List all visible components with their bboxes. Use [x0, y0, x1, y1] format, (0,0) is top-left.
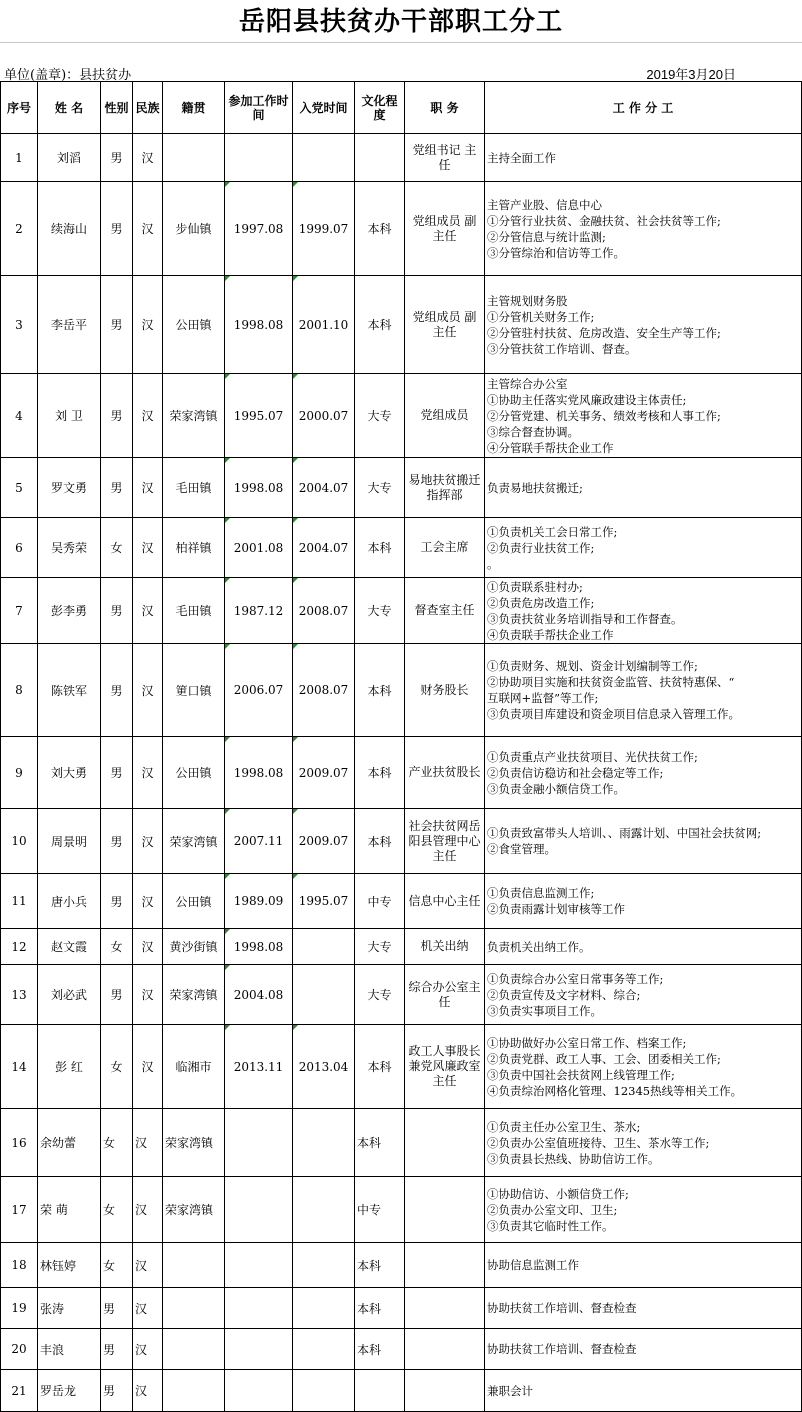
cell-party: 2004.07 — [293, 518, 355, 578]
cell-education: 大专 — [355, 374, 405, 458]
cell-gender: 女 — [101, 1025, 133, 1109]
cell-origin: 步仙镇 — [163, 182, 225, 276]
cell-gender: 女 — [101, 1109, 133, 1177]
duty-line: ③负责扶贫业务培训指导和工作督查。 — [487, 611, 683, 626]
cell-no: 3 — [1, 276, 38, 374]
cell-name: 刘大勇 — [38, 737, 101, 809]
duty-line: ③负责实事项目工作。 — [487, 1003, 602, 1018]
cell-duties — [485, 874, 802, 929]
table-row — [1, 1243, 802, 1288]
cell-name: 林钰婷 — [38, 1243, 101, 1288]
cell-duties — [485, 1370, 802, 1412]
cell-name: 彭李勇 — [38, 578, 101, 644]
cell-origin — [163, 1329, 225, 1370]
cell-position: 工会主席 — [405, 518, 485, 578]
table-row — [1, 874, 802, 929]
cell-duties — [485, 1025, 802, 1109]
cell-duties — [485, 458, 802, 518]
cell-work-start — [225, 1370, 293, 1412]
cell-party: 1995.07 — [293, 874, 355, 929]
cell-position: 信息中心主任 — [405, 874, 485, 929]
cell-origin: 荣家湾镇 — [163, 965, 225, 1025]
cell-origin — [163, 1288, 225, 1329]
cell-education: 本科 — [355, 1109, 405, 1177]
duty-line: ①负责信息监测工作; — [487, 886, 595, 900]
cell-party — [293, 1370, 355, 1412]
cell-duties — [485, 1329, 802, 1370]
cell-work-start: 1997.08 — [225, 182, 293, 276]
header-duties: 工 作 分 工 — [485, 82, 802, 134]
cell-origin — [163, 1243, 225, 1288]
duty-line: ②协助项目实施和扶贫资金监管、扶贫特惠保、“ — [487, 675, 735, 689]
duty-line: 负责易地扶贫搬迁; — [487, 480, 583, 495]
duty-line: ④分管联手帮扶企业工作 — [487, 440, 614, 455]
cell-education: 大专 — [355, 929, 405, 965]
cell-origin: 毛田镇 — [163, 458, 225, 518]
cell-origin: 公田镇 — [163, 737, 225, 809]
cell-gender: 女 — [101, 518, 133, 578]
duty-line: 主持全面工作 — [487, 150, 556, 165]
cell-party — [293, 1329, 355, 1370]
table-row — [1, 374, 802, 458]
cell-duties — [485, 809, 802, 874]
header-education: 文化程度 — [355, 82, 405, 134]
cell-education: 大专 — [355, 965, 405, 1025]
cell-work-start: 2013.11 — [225, 1025, 293, 1109]
duty-line: 。 — [487, 556, 499, 571]
duty-line: ①负责主任办公室卫生、茶水; — [487, 1119, 641, 1134]
cell-name: 吴秀荣 — [38, 518, 101, 578]
cell-duties — [485, 929, 802, 965]
cell-ethnicity: 汉 — [133, 1288, 163, 1329]
header-position: 职 务 — [405, 82, 485, 134]
duty-line: ①协助信访、小额信贷工作; — [487, 1186, 629, 1201]
cell-origin — [163, 1370, 225, 1412]
cell-work-start — [225, 1109, 293, 1177]
duty-line: ①负责重点产业扶贫项目、光伏扶贫工作; — [487, 749, 698, 764]
cell-position: 机关出纳 — [405, 929, 485, 965]
cell-name: 余幼蕾 — [38, 1109, 101, 1177]
cell-no: 10 — [1, 809, 38, 874]
duty-line: ①协助做好办公室日常工作、档案工作; — [487, 1035, 687, 1050]
table-row — [1, 644, 802, 737]
duty-line: ②分管信息与统计监测; — [487, 229, 606, 244]
cell-name: 赵文霞 — [38, 929, 101, 965]
cell-party — [293, 1243, 355, 1288]
cell-no: 14 — [1, 1025, 38, 1109]
cell-party: 2009.07 — [293, 809, 355, 874]
header-work-start: 参加工作时间 — [225, 82, 293, 134]
cell-party — [293, 1288, 355, 1329]
cell-work-start: 1995.07 — [225, 374, 293, 458]
cell-gender: 男 — [101, 134, 133, 182]
duty-line: 协助信息监测工作 — [487, 1258, 579, 1272]
cell-ethnicity: 汉 — [133, 134, 163, 182]
cell-ethnicity: 汉 — [133, 374, 163, 458]
duty-line: ①分管行业扶贫、金融扶贫、社会扶贫等工作; — [487, 213, 721, 228]
cell-name: 李岳平 — [38, 276, 101, 374]
cell-name: 刘滔 — [38, 134, 101, 182]
cell-duties — [485, 578, 802, 644]
cell-name: 张涛 — [38, 1288, 101, 1329]
cell-duties — [485, 1109, 802, 1177]
cell-ethnicity: 汉 — [133, 518, 163, 578]
header-row — [1, 82, 802, 134]
cell-position: 易地扶贫搬迁指挥部 — [405, 458, 485, 518]
cell-no: 18 — [1, 1243, 38, 1288]
cell-origin: 公田镇 — [163, 276, 225, 374]
duty-line: 协助扶贫工作培训、督查检查 — [487, 1342, 637, 1356]
cell-party: 2008.07 — [293, 644, 355, 737]
duty-line: ②分管驻村扶贫、危房改造、安全生产等工作; — [487, 325, 721, 340]
cell-position: 政工人事股长兼党风廉政室主任 — [405, 1025, 485, 1109]
cell-education: 本科 — [355, 644, 405, 737]
cell-duties — [485, 1288, 802, 1329]
cell-ethnicity: 汉 — [133, 1329, 163, 1370]
duty-line: ③综合督查协调。 — [487, 424, 579, 439]
cell-gender: 男 — [101, 182, 133, 276]
table-row — [1, 1109, 802, 1177]
cell-ethnicity: 汉 — [133, 874, 163, 929]
table-row — [1, 458, 802, 518]
cell-gender: 男 — [101, 644, 133, 737]
cell-duties — [485, 737, 802, 809]
cell-position: 党组成员 副主任 — [405, 182, 485, 276]
cell-name: 周景明 — [38, 809, 101, 874]
cell-position: 党组书记 主 任 — [405, 134, 485, 182]
table-row — [1, 929, 802, 965]
cell-name: 续海山 — [38, 182, 101, 276]
cell-name: 彭 红 — [38, 1025, 101, 1109]
cell-work-start — [225, 1243, 293, 1288]
cell-origin: 荣家湾镇 — [163, 374, 225, 458]
cell-origin: 荣家湾镇 — [163, 1177, 225, 1243]
duty-line: ③负责其它临时性工作。 — [487, 1218, 614, 1233]
table-row — [1, 518, 802, 578]
cell-duties — [485, 644, 802, 737]
cell-work-start: 1998.08 — [225, 276, 293, 374]
duty-line: ②负责宣传及文字材料、综合; — [487, 987, 641, 1002]
cell-no: 12 — [1, 929, 38, 965]
cell-duties — [485, 1177, 802, 1243]
cell-position: 综合办公室主任 — [405, 965, 485, 1025]
duty-line: ③负责县长热线、协助信访工作。 — [487, 1151, 660, 1166]
cell-ethnicity: 汉 — [133, 1177, 163, 1243]
cell-no: 16 — [1, 1109, 38, 1177]
table-row — [1, 1370, 802, 1412]
duty-line: ③分管综治和信访等工作。 — [487, 245, 625, 260]
cell-work-start: 1998.08 — [225, 737, 293, 809]
header-party: 入党时间 — [293, 82, 355, 134]
cell-gender: 男 — [101, 1288, 133, 1329]
cell-duties — [485, 276, 802, 374]
cell-origin: 公田镇 — [163, 874, 225, 929]
cell-no: 21 — [1, 1370, 38, 1412]
table-row — [1, 182, 802, 276]
cell-work-start: 1998.08 — [225, 929, 293, 965]
duty-line: ①协助主任落实党风廉政建设主体责任; — [487, 392, 687, 407]
duty-line: ②负责雨露计划审核等工作 — [487, 902, 625, 916]
duty-line: ②分管党建、机关事务、绩效考核和人事工作; — [487, 408, 721, 423]
header-ethnicity: 民族 — [133, 82, 163, 134]
cell-education: 本科 — [355, 809, 405, 874]
duty-line: ④负责联手帮扶企业工作 — [487, 627, 614, 642]
cell-gender: 男 — [101, 374, 133, 458]
cell-position — [405, 1329, 485, 1370]
cell-gender: 女 — [101, 1177, 133, 1243]
cell-party: 2000.07 — [293, 374, 355, 458]
cell-party — [293, 1177, 355, 1243]
cell-ethnicity: 汉 — [133, 965, 163, 1025]
cell-position — [405, 1177, 485, 1243]
cell-work-start: 2004.08 — [225, 965, 293, 1025]
duty-line: ①负责财务、规划、资金计划编制等工作; — [487, 659, 698, 673]
duty-line: 主管产业股、信息中心 — [487, 197, 602, 212]
cell-no: 8 — [1, 644, 38, 737]
cell-duties — [485, 374, 802, 458]
cell-position: 财务股长 — [405, 644, 485, 737]
cell-education: 本科 — [355, 182, 405, 276]
cell-no: 4 — [1, 374, 38, 458]
cell-duties — [485, 518, 802, 578]
cell-work-start: 1987.12 — [225, 578, 293, 644]
cell-no: 2 — [1, 182, 38, 276]
cell-gender: 男 — [101, 276, 133, 374]
cell-work-start — [225, 134, 293, 182]
cell-position: 党组成员 副主任 — [405, 276, 485, 374]
cell-ethnicity: 汉 — [133, 578, 163, 644]
cell-name: 荣 萌 — [38, 1177, 101, 1243]
cell-education — [355, 1370, 405, 1412]
cell-work-start — [225, 1177, 293, 1243]
cell-party — [293, 1109, 355, 1177]
cell-party: 1999.07 — [293, 182, 355, 276]
duty-line: ②负责行业扶贫工作; — [487, 540, 595, 555]
cell-education: 本科 — [355, 518, 405, 578]
cell-ethnicity: 汉 — [133, 276, 163, 374]
cell-name: 唐小兵 — [38, 874, 101, 929]
cell-origin: 筻口镇 — [163, 644, 225, 737]
cell-origin: 黄沙街镇 — [163, 929, 225, 965]
cell-origin: 毛田镇 — [163, 578, 225, 644]
duty-line: ③负责金融小额信贷工作。 — [487, 781, 625, 796]
cell-no: 1 — [1, 134, 38, 182]
cell-party: 2004.07 — [293, 458, 355, 518]
cell-party — [293, 134, 355, 182]
cell-party — [293, 929, 355, 965]
cell-work-start: 1998.08 — [225, 458, 293, 518]
duty-line: ①负责机关工会日常工作; — [487, 524, 618, 539]
cell-no: 13 — [1, 965, 38, 1025]
duty-line: ③负责中国社会扶贫网上线管理工作; — [487, 1067, 675, 1082]
cell-work-start — [225, 1288, 293, 1329]
cell-education: 本科 — [355, 276, 405, 374]
table-row — [1, 1025, 802, 1109]
cell-education: 中专 — [355, 1177, 405, 1243]
staff-table — [0, 81, 802, 1412]
cell-ethnicity: 汉 — [133, 1109, 163, 1177]
cell-gender: 男 — [101, 578, 133, 644]
cell-work-start: 1989.09 — [225, 874, 293, 929]
cell-no: 9 — [1, 737, 38, 809]
cell-origin: 荣家湾镇 — [163, 1109, 225, 1177]
cell-duties — [485, 182, 802, 276]
cell-position: 社会扶贫网岳阳县管理中心主任 — [405, 809, 485, 874]
duty-line: ①负责联系驻村办; — [487, 579, 583, 594]
table-row — [1, 737, 802, 809]
cell-no: 5 — [1, 458, 38, 518]
cell-work-start: 2001.08 — [225, 518, 293, 578]
duty-line: ②负责办公室文印、卫生; — [487, 1202, 618, 1217]
duty-line: ②负责信访稳访和社会稳定等工作; — [487, 765, 664, 780]
table-row — [1, 1329, 802, 1370]
duty-line: 主管规划财务股 — [487, 293, 568, 308]
cell-ethnicity: 汉 — [133, 929, 163, 965]
duty-line: 互联网+监督”等工作; — [487, 691, 599, 705]
cell-party: 2001.10 — [293, 276, 355, 374]
cell-education: 本科 — [355, 1025, 405, 1109]
header-name: 姓 名 — [38, 82, 101, 134]
header-no: 序号 — [1, 82, 38, 134]
cell-gender: 女 — [101, 929, 133, 965]
duty-line: ②负责办公室值班接待、卫生、茶水等工作; — [487, 1135, 710, 1150]
duty-line: ①分管机关财务工作; — [487, 309, 595, 324]
cell-education: 本科 — [355, 1329, 405, 1370]
cell-gender: 男 — [101, 1329, 133, 1370]
cell-gender: 男 — [101, 965, 133, 1025]
table-row — [1, 965, 802, 1025]
duty-line: 协助扶贫工作培训、督查检查 — [487, 1301, 637, 1315]
cell-no: 20 — [1, 1329, 38, 1370]
cell-gender: 男 — [101, 874, 133, 929]
cell-party: 2009.07 — [293, 737, 355, 809]
cell-name: 罗文勇 — [38, 458, 101, 518]
duty-line: 负责机关出纳工作。 — [487, 939, 591, 954]
cell-duties — [485, 134, 802, 182]
page-title: 岳阳县扶贫办干部职工分工 — [0, 0, 802, 43]
cell-ethnicity: 汉 — [133, 644, 163, 737]
duty-line: 主管综合办公室 — [487, 376, 568, 391]
cell-no: 17 — [1, 1177, 38, 1243]
duty-line: ④负责综治网格化管理、12345热线等相关工作。 — [487, 1083, 743, 1098]
cell-name: 陈铁军 — [38, 644, 101, 737]
cell-duties — [485, 1243, 802, 1288]
cell-gender: 男 — [101, 458, 133, 518]
header-gender: 性别 — [101, 82, 133, 134]
cell-position: 产业扶贫股长 — [405, 737, 485, 809]
cell-no: 19 — [1, 1288, 38, 1329]
duty-line: ②食堂管理。 — [487, 842, 556, 856]
cell-ethnicity: 汉 — [133, 1025, 163, 1109]
duty-line: ②负责党群、政工人事、工会、团委相关工作; — [487, 1051, 721, 1066]
cell-no: 6 — [1, 518, 38, 578]
cell-party: 2013.04 — [293, 1025, 355, 1109]
table-row — [1, 809, 802, 874]
cell-ethnicity: 汉 — [133, 458, 163, 518]
cell-name: 罗岳龙 — [38, 1370, 101, 1412]
cell-education: 大专 — [355, 458, 405, 518]
cell-education: 大专 — [355, 578, 405, 644]
cell-gender: 男 — [101, 809, 133, 874]
unit-label: 单位(盖章)：县扶贫办 — [4, 68, 132, 83]
cell-duties — [485, 965, 802, 1025]
cell-gender: 女 — [101, 1243, 133, 1288]
cell-gender: 男 — [101, 737, 133, 809]
cell-gender: 男 — [101, 1370, 133, 1412]
cell-name: 刘必武 — [38, 965, 101, 1025]
cell-work-start: 2007.11 — [225, 809, 293, 874]
duty-line: ③负责项目库建设和资金项目信息录入管理工作。 — [487, 707, 740, 721]
cell-work-start: 2006.07 — [225, 644, 293, 737]
cell-education: 本科 — [355, 1243, 405, 1288]
cell-origin: 荣家湾镇 — [163, 809, 225, 874]
cell-ethnicity: 汉 — [133, 1243, 163, 1288]
cell-origin — [163, 134, 225, 182]
table-row — [1, 1288, 802, 1329]
cell-party — [293, 965, 355, 1025]
duty-line: 兼职会计 — [487, 1383, 533, 1398]
cell-position — [405, 1109, 485, 1177]
cell-position: 督查室主任 — [405, 578, 485, 644]
cell-work-start — [225, 1329, 293, 1370]
cell-position — [405, 1288, 485, 1329]
cell-party: 2008.07 — [293, 578, 355, 644]
table-body — [1, 134, 802, 1412]
cell-ethnicity: 汉 — [133, 1370, 163, 1412]
cell-education: 本科 — [355, 737, 405, 809]
cell-education: 中专 — [355, 874, 405, 929]
table-row — [1, 276, 802, 374]
cell-position — [405, 1370, 485, 1412]
cell-ethnicity: 汉 — [133, 182, 163, 276]
cell-education: 本科 — [355, 1288, 405, 1329]
cell-no: 7 — [1, 578, 38, 644]
duty-line: ③分管扶贫工作培训、督查。 — [487, 341, 637, 356]
cell-origin: 临湘市 — [163, 1025, 225, 1109]
cell-origin: 柏祥镇 — [163, 518, 225, 578]
duty-line: ①负责综合办公室日常事务等工作; — [487, 971, 664, 986]
header-origin: 籍贯 — [163, 82, 225, 134]
cell-name: 丰浪 — [38, 1329, 101, 1370]
cell-ethnicity: 汉 — [133, 737, 163, 809]
cell-education — [355, 134, 405, 182]
cell-name: 刘 卫 — [38, 374, 101, 458]
cell-no: 11 — [1, 874, 38, 929]
table-row — [1, 1177, 802, 1243]
table-row — [1, 578, 802, 644]
cell-position: 党组成员 — [405, 374, 485, 458]
cell-ethnicity: 汉 — [133, 809, 163, 874]
cell-position — [405, 1243, 485, 1288]
document-date: 2019年3月20日 — [646, 67, 736, 82]
table-row — [1, 134, 802, 182]
duty-line: ①负责致富带头人培训、、雨露计划、中国社会扶贫网; — [487, 826, 762, 840]
duty-line: ②负责危房改造工作; — [487, 595, 595, 610]
